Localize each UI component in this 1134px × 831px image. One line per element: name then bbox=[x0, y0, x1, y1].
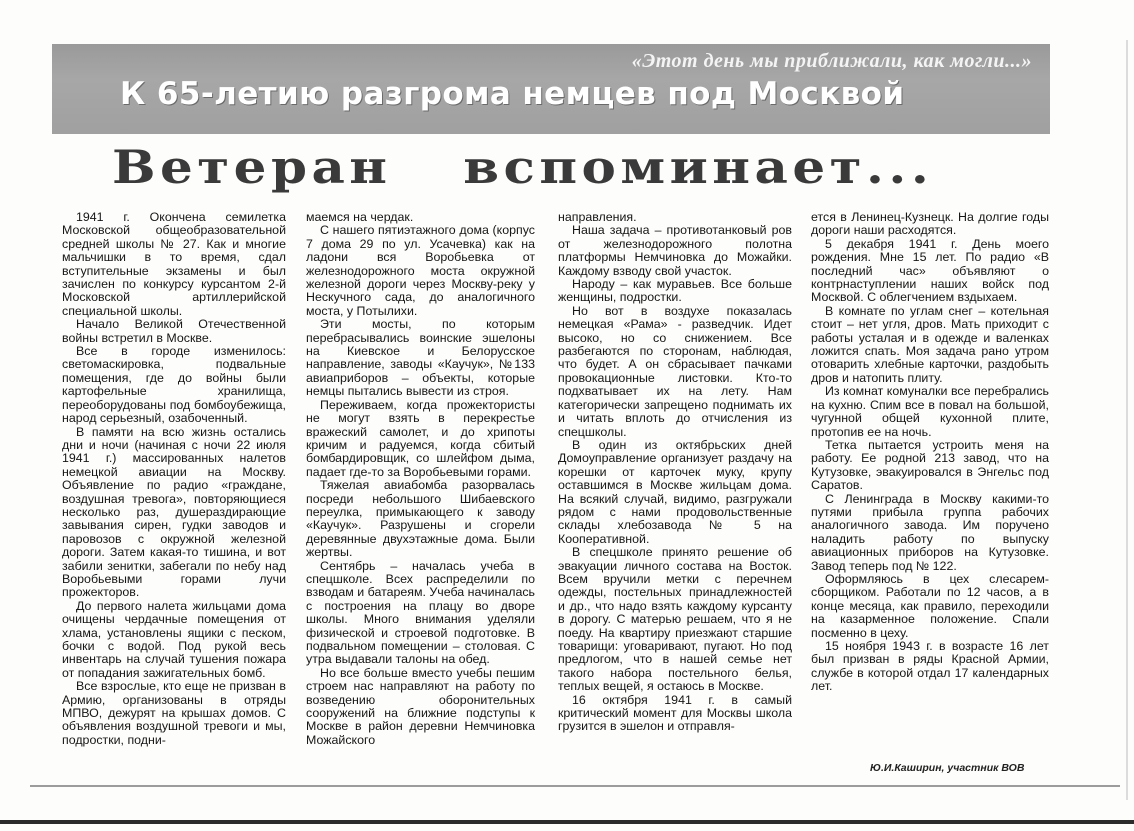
paragraph: В комнате по углам снег – котельная стоит – нет угля, дров. Мать приходит с работы усталая и в одежде и валенках ложится спать. Моя задача рано утром отоварить хлебные карточки, раздобыть дров и натопить плиту. bbox=[811, 303, 1049, 385]
article-column-1 bbox=[62, 211, 286, 771]
paragraph: Народу – как муравьев. Все больше женщины, подростки. bbox=[558, 277, 792, 305]
bottom-rule bbox=[30, 785, 1120, 787]
paragraph: С нашего пятиэтажного дома (корпус 7 дома 29 по ул. Усачевка) как на ладони вся Воробьевка от железнодорожного моста окружной железной дороги через Москву-реку у Нескучного сада, до аналогичного моста, у Потылихи. bbox=[306, 223, 535, 318]
paragraph: Все в городе изменилось: светомаскировка, подвальные помещения, где до войны были картофельные хранилища, переоборудованы под бомбоубежища, народ серьезный, озабоченный. bbox=[62, 344, 286, 426]
banner-quote: «Этот день мы приближали, как могли...» bbox=[631, 50, 1032, 72]
paragraph: Тяжелая авиабомба разорвалась посреди небольшого Шибаевского переулка, примыкающего к заводу «Каучук». Разрушены и сгорели деревянные двухэтажные дома. Были жертвы. bbox=[306, 478, 535, 560]
paragraph: направления. bbox=[558, 211, 637, 224]
paragraph: Все взрослые, кто еще не призван в Армию, организованы в отряды МПВО, дежурят на крышах домов. С объявления воздушной тревоги и мы, подростки, подни- bbox=[62, 679, 286, 747]
paragraph: Переживаем, когда прожектористы не могут взять в перекрестье вражеский самолет, и до хрипоты кричим и радуемся, когда сбитый бомбардировщик, со шлейфом дыма, падает где-то за Воробьевыми горами. bbox=[306, 397, 535, 479]
author-signature: Ю.И.Каширин, участник ВОВ bbox=[870, 762, 1025, 774]
article-column-2 bbox=[306, 211, 535, 771]
paragraph: ется в Ленинец-Кузнецк. На долгие годы дороги наши расходятся. bbox=[811, 211, 1049, 238]
scan-edge-bottom bbox=[0, 820, 1134, 824]
paragraph: В памяти на всю жизнь остались дни и ночи (начиная с ночи 22 июля 1941 г.) массированных налетов немецкой авиации на Москву. Объявление по радио «граждане, воздушная тревога», повторяющиеся несколько раз, душераздирающие завывания сирен, гудки заводов и паровозов с окружной железной дороги. Затем какая-то тишина, и вот забили зенитки, забегали по небу над Воробьевыми горами лучи прожекторов. bbox=[62, 424, 286, 600]
banner-title: К 65-летию разгрома немцев под Москвой bbox=[120, 76, 905, 112]
paragraph: В спецшколе принято решение об эвакуации личного состава на Восток. Всем вручили метки с перечнем одежды, постельных принадлежностей и др., что надо взять каждому курсанту в дорогу. С матерью решаем, что я не поеду. На квартиру приезжают старшие товарищи: уговаривают, пугают. Но под предлогом, что в нашей семье нет такого набора постельного белья, теплых вещей, я остаюсь в Москве. bbox=[558, 545, 792, 694]
paragraph: Оформляюсь в цех слесарем-сборщиком. Работали по 12 часов, а в конце месяца, как правило, переходили на казарменное положение. Спали посменно в цеху. bbox=[811, 571, 1049, 640]
article-column-3 bbox=[558, 211, 792, 771]
paragraph: 1941 г. Окончена семилетка Московской общеобразовательной средней школы № 27. Как и многие мальчишки в то время, сдал вступительные экзамены и был зачислен по конкурсу курсантом 2-й Московской артиллерийской специальной школы. bbox=[62, 211, 286, 318]
paragraph: Начало Великой Отечественной войны встретил в Москве. bbox=[62, 317, 286, 345]
paragraph: маемся на чердак. bbox=[306, 211, 414, 224]
paragraph: Из комнат комуналки все перебрались на кухню. Спим все в повал на большой, чугунной общей кухонной плите, протопив ее на ночь. bbox=[811, 384, 1049, 439]
header-banner bbox=[52, 44, 1050, 134]
article-headline: Ветеран вспоминает... bbox=[112, 140, 934, 194]
article-column-4 bbox=[811, 211, 1049, 771]
paragraph: В один из октябрьских дней Домоуправление организует раздачу на корешки от карточек муку, крупу оставшимся в Москве жильцам дома. На всякий случай, видимо, разгружали рядом с нами продовольственные склады хлебозавода № 5 на Кооперативной. bbox=[558, 437, 792, 546]
paragraph: Тетка пытается устроить меня на работу. Ее родной 213 завод, что на Кутузовке, эвакуировался в Энгельс под Саратов. bbox=[811, 437, 1049, 493]
scan-edge-right bbox=[1126, 40, 1128, 800]
paragraph: 15 ноября 1943 г. в возрасте 16 лет был призван в ряды Красной Армии, службе в которой отдал 17 календарных лет. bbox=[811, 639, 1049, 694]
paragraph: Но все больше вместо учебы пешим строем нас направляют на работу по возведению оборонительных сооружений на ближние подступы к Москве в район деревни Немчиновка Можайского bbox=[306, 665, 535, 747]
paragraph: Сентябрь – началась учеба в спецшколе. Всех распределили по взводам и батареям. Учеба начиналась с построения на плацу во дворе школы. Много внимания уделяли физической и строевой подготовке. В подвальном помещении – столовая. С утра выдавали талоны на обед. bbox=[306, 558, 535, 667]
paragraph: 16 октября 1941 г. в самый критический момент для Москвы школа грузится в эшелон и отправля- bbox=[558, 692, 792, 734]
paragraph: 5 декабря 1941 г. День моего рождения. Мне 15 лет. По радио «В последний час» объявляют о контрнаступлении наших войск под Москвой. С облегчением вздыхаем. bbox=[811, 236, 1049, 305]
paragraph: С Ленинграда в Москву какими-то путями прибыла группа рабочих аналогичного завода. Им поручено наладить работу по выпуску авиационных приборов на Кутузовке. Завод теперь под № 122. bbox=[811, 491, 1049, 573]
paragraph: Эти мосты, по которым перебрасывались воинские эшелоны на Киевское и Белорусское направление, заводы «Каучук», №133 авиаприборов – объекты, которые немцы пытались вывести из строя. bbox=[306, 317, 535, 399]
paragraph: Но вот в воздухе показалась немецкая «Рама» - разведчик. Идет высоко, но со снижением. Все разбегаются по сторонам, наблюдая, что будет. А он сбрасывает пачками провокационные листовки. Кто-то подхватывает их на лету. Нам категорически запрещено поднимать их и читать вплоть до отчисления из спецшколы. bbox=[558, 303, 792, 439]
paragraph: Наша задача – противотанковый ров от железнодорожного полотна платформы Немчиновка до Можайки. Каждому взводу свой участок. bbox=[558, 223, 792, 278]
paragraph: До первого налета жильцами дома очищены чердачные помещения от хлама, установлены ящики с песком, бочки с водой. Под рукой весь инвентарь на случай тушения пожара от попадания зажигательных бомб. bbox=[62, 598, 286, 680]
